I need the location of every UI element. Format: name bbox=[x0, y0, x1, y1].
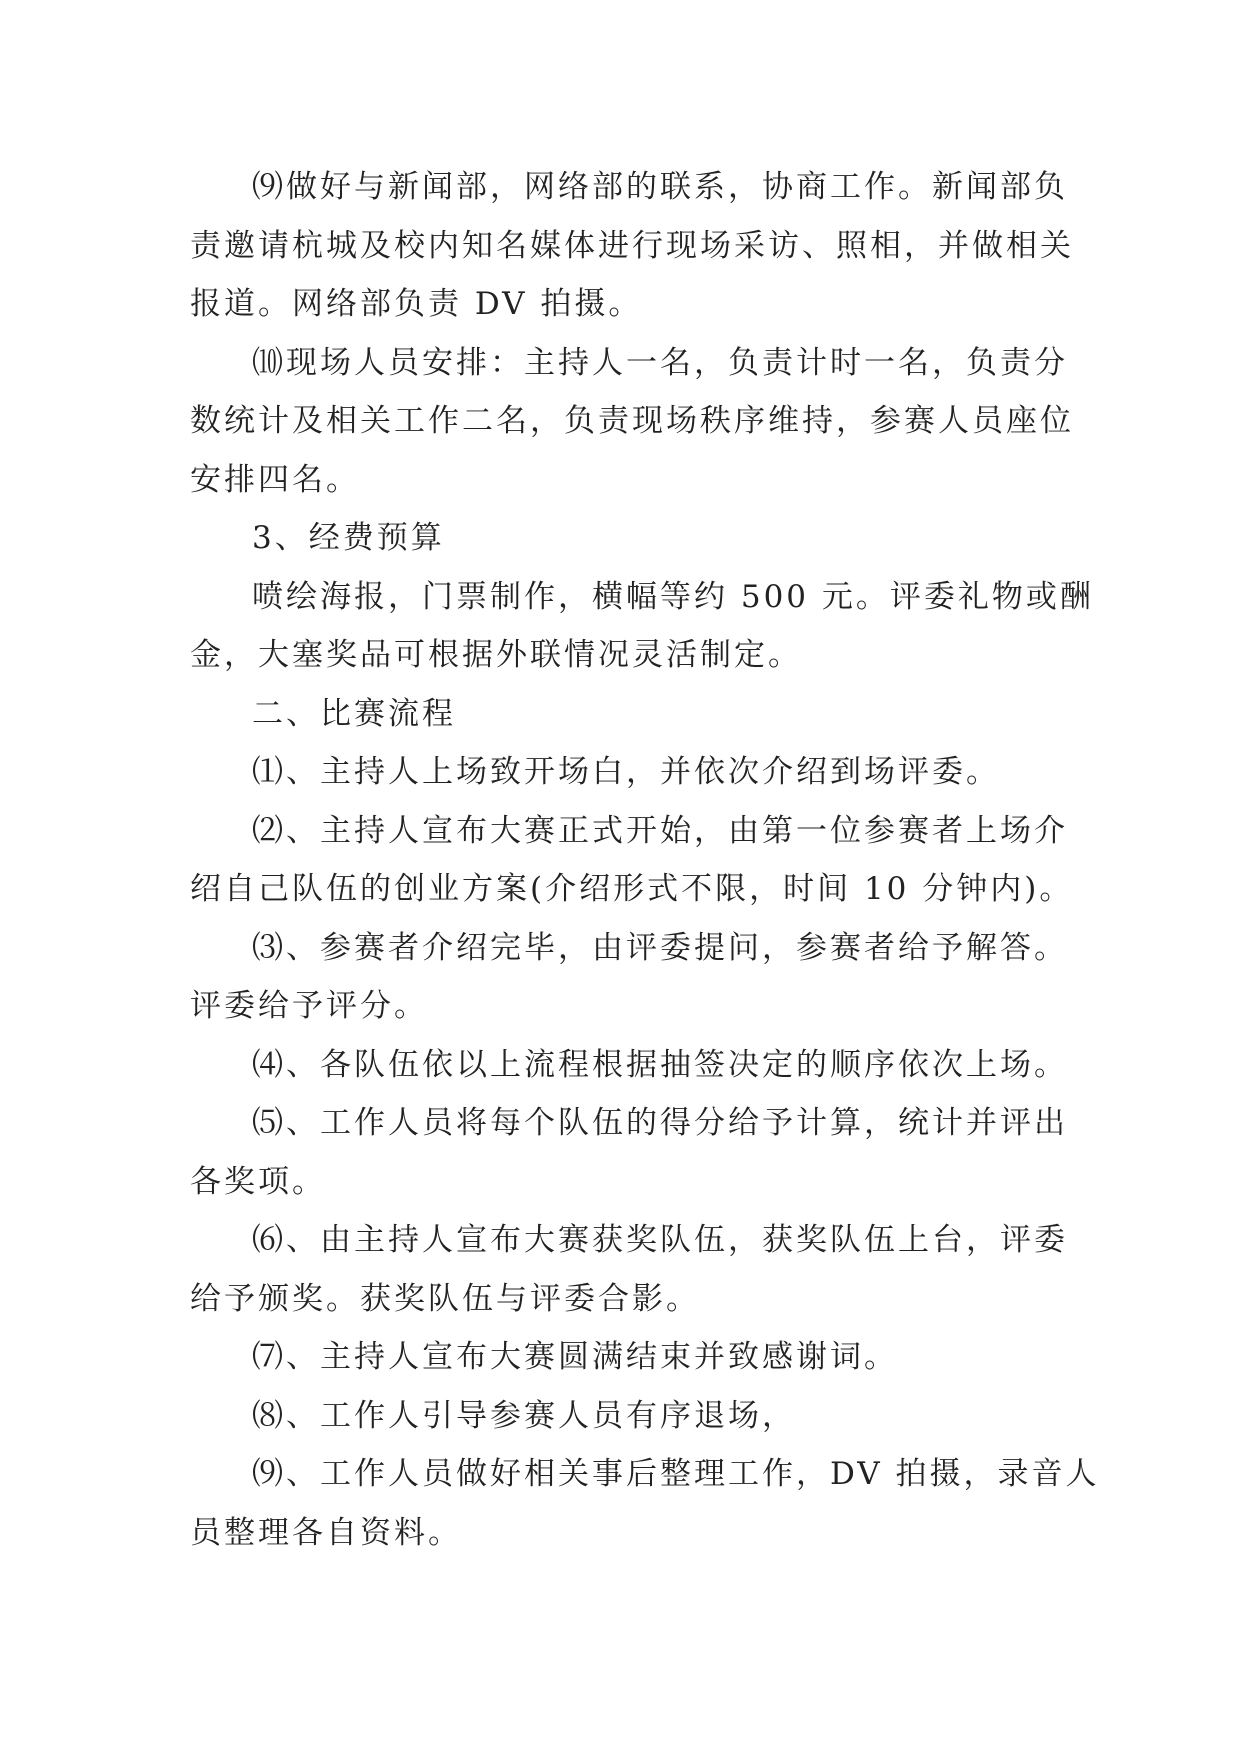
section-heading-competition-flow bbox=[190, 685, 1060, 744]
text-line: 各奖项。 bbox=[190, 1163, 326, 1200]
text-line: 评委给予评分。 bbox=[190, 988, 428, 1024]
text-line: ⑷、各队伍依以上流程根据抽签决定的顺序依次上场。 bbox=[252, 1046, 1068, 1083]
text-line: ⑸、工作人员将每个队伍的得分给予计算，统计并评出 bbox=[252, 1105, 1068, 1141]
flow-step-2 bbox=[190, 802, 1074, 919]
flow-step-1 bbox=[190, 743, 1060, 802]
paragraph-news-network-coordination bbox=[190, 158, 1074, 334]
text-line: 数统计及相关工作二名，负责现场秩序维持，参赛人员座位 bbox=[190, 403, 1074, 439]
flow-step-3 bbox=[190, 919, 1068, 1036]
flow-step-5 bbox=[190, 1094, 1068, 1211]
text-line: 3、经费预算 bbox=[252, 520, 445, 556]
text-line: ⑴、主持人上场致开场白，并依次介绍到场评委。 bbox=[252, 754, 1000, 790]
flow-step-4 bbox=[190, 1036, 1068, 1095]
text-line: ⑼、工作人员做好相关事后整理工作，DV 拍摄，录音人 bbox=[252, 1456, 1100, 1492]
text-line: 给予颁奖。获奖队伍与评委合影。 bbox=[190, 1280, 700, 1317]
text-line: ⑺、主持人宣布大赛圆满结束并致感谢词。 bbox=[252, 1339, 898, 1375]
flow-step-7 bbox=[190, 1328, 1060, 1387]
text-line: ⑵、主持人宣布大赛正式开始，由第一位参赛者上场介 bbox=[252, 812, 1068, 849]
text-line: 二、比赛流程 bbox=[252, 695, 456, 732]
flow-step-9 bbox=[190, 1445, 1100, 1562]
text-line: 员整理各自资料。 bbox=[190, 1514, 462, 1551]
text-line: ⑽现场人员安排：主持人一名，负责计时一名，负责分 bbox=[252, 344, 1068, 381]
text-line: 绍自己队伍的创业方案(介绍形式不限，时间 10 分钟内)。 bbox=[190, 871, 1074, 907]
flow-step-8 bbox=[190, 1387, 1060, 1446]
text-line: 报道。网络部负责 DV 拍摄。 bbox=[190, 286, 643, 322]
flow-step-6 bbox=[190, 1211, 1068, 1328]
paragraph-budget-details bbox=[190, 568, 1094, 685]
text-line: ⑻、工作人引导参赛人员有序退场， bbox=[252, 1397, 796, 1434]
text-line: 金，大塞奖品可根据外联情况灵活制定。 bbox=[190, 637, 802, 673]
text-line: 喷绘海报，门票制作，横幅等约 500 元。评委礼物或酬 bbox=[252, 578, 1094, 615]
paragraph-staff-arrangement bbox=[190, 334, 1074, 510]
text-line: ⑶、参赛者介绍完毕，由评委提问，参赛者给予解答。 bbox=[252, 929, 1068, 966]
text-line: ⑹、由主持人宣布大赛获奖队伍，获奖队伍上台，评委 bbox=[252, 1222, 1068, 1258]
text-line: 安排四名。 bbox=[190, 461, 360, 498]
text-line: 责邀请杭城及校内知名媒体进行现场采访、照相，并做相关 bbox=[190, 227, 1074, 264]
section-heading-budget bbox=[190, 509, 1060, 568]
document-body bbox=[190, 158, 1100, 1562]
text-line: ⑼做好与新闻部，网络部的联系，协商工作。新闻部负 bbox=[252, 169, 1068, 205]
